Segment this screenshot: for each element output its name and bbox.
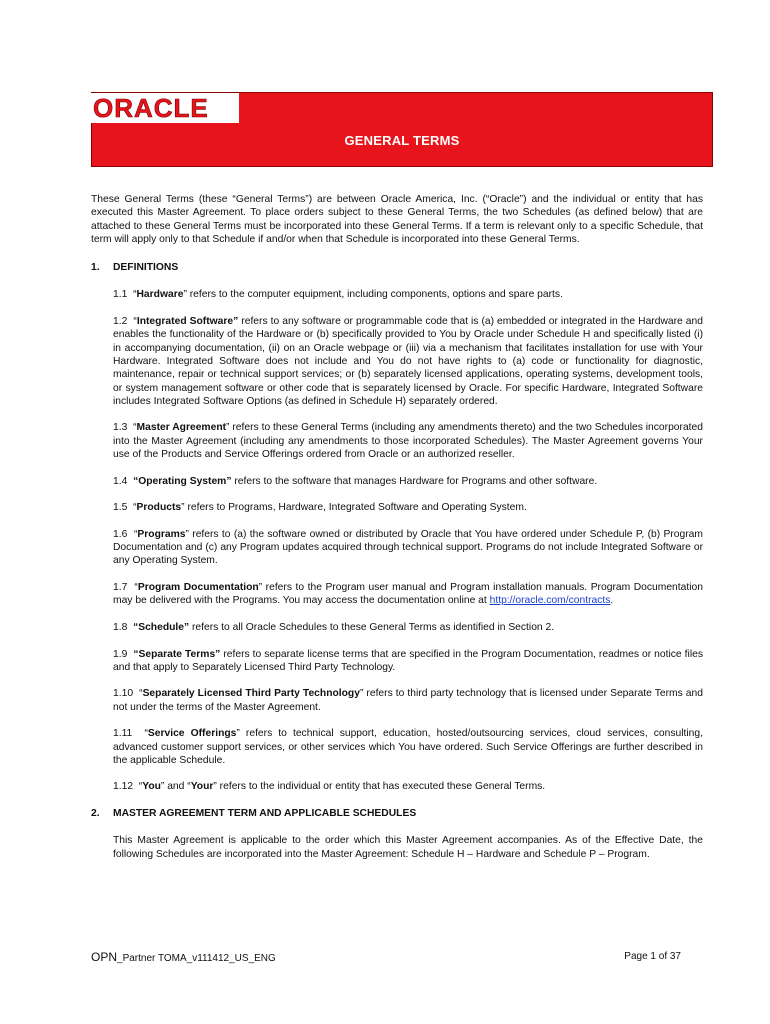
definition-number: 1.7 (113, 582, 128, 594)
quote-close: ” (226, 422, 230, 434)
quote-open: “ (138, 781, 143, 793)
quote-open: “ (133, 289, 137, 301)
definition-term: Programs (137, 528, 186, 540)
quote-close: ” (160, 781, 165, 793)
definition-number: 1.1 (113, 289, 128, 301)
definition-item (113, 501, 703, 514)
quote-open: “ (133, 316, 137, 328)
definition-number: 1.4 (113, 475, 128, 487)
definition-number: 1.9 (113, 648, 128, 660)
definition-item (113, 315, 703, 408)
definition-item (113, 528, 703, 568)
section-2-body: This Master Agreement is applicable to the order which this Master Agreement accompanies. As of the Effective Date, the following Schedules are incorporated into the Master Agreement: Schedule H – Hardware and Schedule P – Program. (113, 835, 703, 860)
definition-number: 1.3 (113, 422, 128, 434)
intro-paragraph: These General Terms (these “General Terms”) are between Oracle America, Inc. (“Oracle”) and the individual or entity that has executed this Master Agreement. To place orders subject to these General Terms, the two Schedules (as defined below) that are attached to these General Terms must be incorporated into these General Terms. If a term is relevant only to a specific Schedule, that term will apply only to that Schedule if and/or when that Schedule is incorporated into these General Terms. (91, 194, 703, 245)
document-body (91, 193, 703, 861)
definition-term: Hardware (136, 289, 184, 301)
definition-term: Products (136, 502, 182, 514)
quote-close: ” (183, 289, 187, 301)
definition-number: 1.8 (113, 621, 128, 633)
definition-item (113, 581, 703, 608)
logo-text: ORACLE (93, 93, 209, 123)
definition-item (113, 780, 703, 793)
definition-text: refers to any software or programmable code that is (a) embedded or integrated in the Hardware and enables the functionality of the Hardware or (b) specifically provided to You by Oracle under Schedule H and specifically listed (i) in accompanying documentation, (ii) on an Oracle webpage or (iii) via a mechanism that facilitates installation for use with Your Hardware. Integrated Software does not include and You do not have rights to (a) code or functionality for diagnostic, maintenance, repair or technical support services; or (b) separately licensed applications, operating systems, development tools, or system management software or other code that is separately licensed by Oracle. For specific Hardware, Integrated Software includes Integrated Software Options (as defined in Schedule H) separately ordered. (113, 316, 703, 407)
definition-number: 1.12 (113, 781, 134, 793)
definition-text: refers to third party technology that is licensed under Separate Terms and not under the terms of the Master Agreement. (113, 688, 703, 713)
quote-open: “ (134, 582, 138, 594)
definition-term: Separately Licensed Third Party Technology (142, 688, 360, 700)
definition-text: . (610, 595, 614, 607)
quote-close: ” (359, 688, 364, 700)
definition-term: Program Documentation (137, 582, 259, 594)
quote-open: “ (139, 688, 143, 700)
page-title: GENERAL TERMS (344, 133, 460, 148)
section-2-heading (91, 807, 703, 820)
quote-open: “ (144, 728, 148, 740)
definition-item (113, 475, 703, 488)
definition-term: “Operating System” (133, 475, 232, 487)
definition-text: ” refers to the individual or entity that has executed these General Terms. (213, 781, 546, 793)
footer-doc-prefix: OPN (91, 950, 118, 964)
definition-item (113, 288, 703, 301)
definition-text: refers to technical support, education, hosted/outsourcing services, cloud services, consulting, advanced customer support services, or other services which You have ordered. Such Service Offerings are further described in the applicable Schedule. (113, 728, 703, 766)
definition-term: You (142, 781, 161, 793)
definition-text: refers to (a) the software owned or distributed by Oracle that You have ordered under Schedule P, (b) Program Documentation and (c) any Program updates acquired through technical support. Programs do not include Integrated Software or any Operating System. (113, 528, 703, 567)
definition-item (113, 648, 703, 675)
documentation-link[interactable]: http://oracle.com/contracts (489, 595, 611, 607)
quote-close: ” (258, 582, 263, 594)
definition-number: 1.10 (113, 688, 134, 700)
quote-close: ” (181, 502, 185, 514)
definition-text: refers to the computer equipment, including components, options and spare parts. (186, 289, 563, 301)
definition-text: and “ (164, 781, 191, 793)
definition-term: Service Offerings (147, 728, 237, 740)
definition-item (113, 621, 703, 634)
definition-term: Your (190, 781, 214, 793)
definition-item (113, 727, 703, 767)
quote-open: “ (133, 422, 137, 434)
section-title: DEFINITIONS (113, 262, 179, 274)
definition-text: refers to the software that manages Hardware for Programs and other software. (231, 475, 598, 487)
definition-number: 1.11 (113, 728, 133, 740)
page-number: Page 1 of 37 (624, 951, 681, 962)
definition-number: 1.6 (113, 528, 128, 540)
quote-close: ” (236, 728, 240, 740)
definition-item (113, 421, 703, 461)
oracle-logo (91, 93, 239, 123)
definition-number: 1.5 (113, 502, 128, 514)
definition-text: refers to these General Terms (including any amendments thereto) and the two Schedules incorporated into the Master Agreement (including any amendments to those incorporated Schedules). The Master Agreement governs Your use of the Products and Service Offerings ordered from Oracle or an authorized reseller. (113, 422, 703, 461)
definition-term: “Schedule” (133, 621, 190, 633)
quote-close: ” (185, 528, 189, 540)
definition-item (113, 687, 703, 714)
definition-number: 1.2 (113, 316, 128, 328)
definition-text: refers to all Oracle Schedules to these General Terms as identified in Section 2. (189, 621, 555, 633)
section-title: MASTER AGREEMENT TERM AND APPLICABLE SCHEDULES (113, 808, 417, 820)
quote-open: “ (133, 528, 138, 540)
definition-term: Master Agreement (136, 422, 227, 434)
footer-doc-name: _Partner TOMA_v111412_US_ENG (117, 953, 276, 964)
footer-doc-id (91, 950, 276, 964)
definition-term: “Separate Terms” (133, 648, 221, 660)
quote-open: “ (133, 502, 137, 514)
definition-text: refers to the Program user manual and Program installation manuals. Program Documentation may be delivered with the Programs. You may access the documentation online at (113, 582, 703, 607)
section-number: 1. (91, 262, 100, 274)
section-1-heading (91, 261, 703, 274)
section-number: 2. (91, 808, 100, 820)
definition-text: refers to Programs, Hardware, Integrated Software and Operating System. (184, 502, 527, 514)
definition-text: refers to separate license terms that are specified in the Program Documentation, readmes or notice files and that apply to Separately Licensed Third Party Technology. (113, 648, 703, 673)
definitions-list (91, 288, 703, 793)
definition-term: Integrated Software” (136, 316, 239, 328)
